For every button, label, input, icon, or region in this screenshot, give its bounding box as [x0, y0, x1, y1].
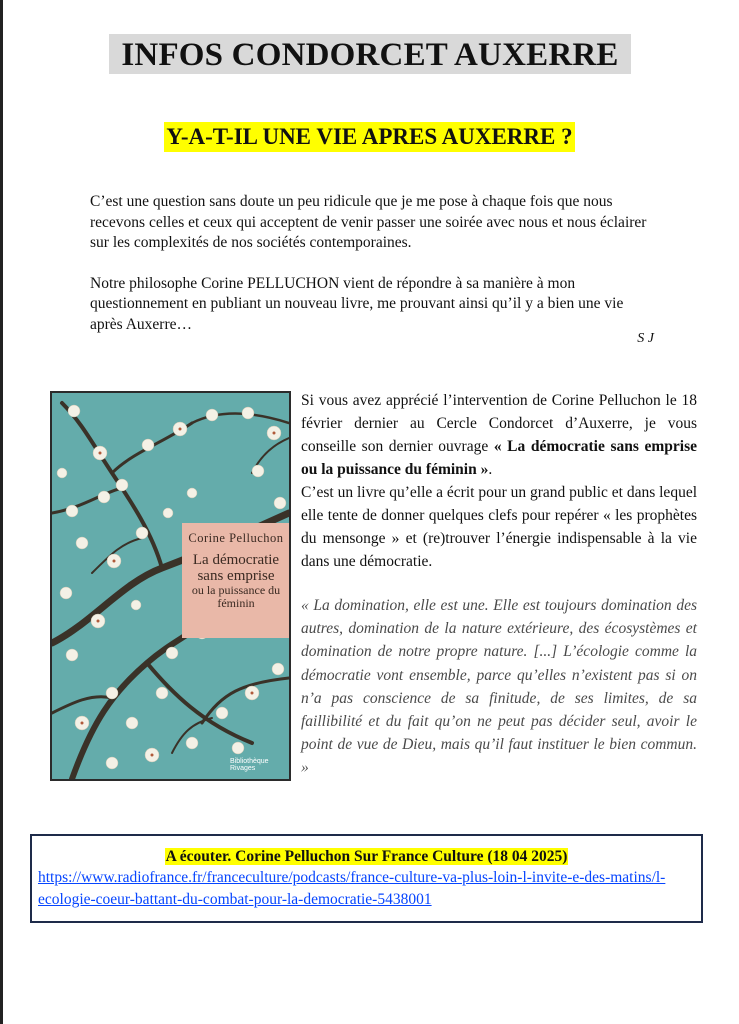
listen-heading-text: A écouter. Corine Pelluchon Sur France Culture (18 04 2025) [165, 848, 568, 865]
article-paragraph-2: C’est un livre qu’elle a écrit pour un grand public et dans lequel elle tente de donner quelques clefs pour repérer « les prophètes du mensonge » et (re)trouver l’énergie indispensable à la vie dans une démocratie. [301, 484, 697, 570]
intro-section [90, 192, 654, 335]
book-cover-image [50, 391, 291, 781]
signature: S J [637, 331, 654, 346]
book-title-bold: « La démocratie sans emprise ou la puissance du féminin » [301, 438, 697, 478]
book-quote: « La domination, elle est une. Elle est toujours domination des autres, domination de la nature extérieure, des écosystèmes et domination de notre propre nature. [...] L’écologie comme la démocratie vont ensemble, parce qu’elles n’existent pas si on n’a pas conscience de sa finitude, de ses limites, de sa faillibilité et du fait qu’on ne peut pas décider seul, avoir le point de vue de Dieu, mais qu’il faut instituer le bien commun. » [301, 597, 697, 777]
page-left-border [0, 0, 3, 1024]
podcast-link[interactable]: https://www.radiofrance.fr/franceculture/podcasts/france-culture-va-plus-loin-l-invite-e-des-matins/l-ecologie-coeur-battant-du-combat-pour-la-democratie-5438001 [38, 869, 666, 908]
article-paragraph-1-start: Si vous avez apprécié l’intervention de Corine Pelluchon le 18 février dernier au Cercle Condorcet d’Auxerre, je vous conseille son dernier ouvrage [301, 392, 697, 455]
cover-publisher: Bibliothèque Rivages [230, 758, 269, 772]
article-text [301, 389, 697, 573]
listen-heading [32, 847, 701, 867]
page-title: INFOS CONDORCET AUXERRE [109, 34, 631, 74]
article-paragraph-1-end: . [488, 461, 493, 478]
subtitle-row [0, 122, 739, 152]
intro-paragraph-2: Notre philosophe Corine PELLUCHON vient de répondre à sa manière à mon questionnement en publiant un nouveau livre, me prouvant ainsi qu’il y a bien une vie après Auxerre… [90, 274, 624, 333]
article-paragraph-1 [301, 389, 697, 481]
cover-author: Corine Pelluchon [188, 531, 284, 545]
listen-box [30, 834, 703, 923]
cover-title-label [182, 523, 290, 638]
intro-paragraph-1: C’est une question sans doute un peu ridicule que je me pose à chaque fois que nous recevons celles et ceux qui acceptent de venir passer une soirée avec nous et nous éclairer sur les complexités de nos sociétés contemporaines. [90, 193, 647, 251]
cover-title: La démocratie sans emprise [192, 552, 280, 584]
cover-subtitle: ou la puissance du féminin [191, 583, 281, 610]
page-subtitle: Y-A-T-IL UNE VIE APRES AUXERRE ? [164, 122, 574, 152]
